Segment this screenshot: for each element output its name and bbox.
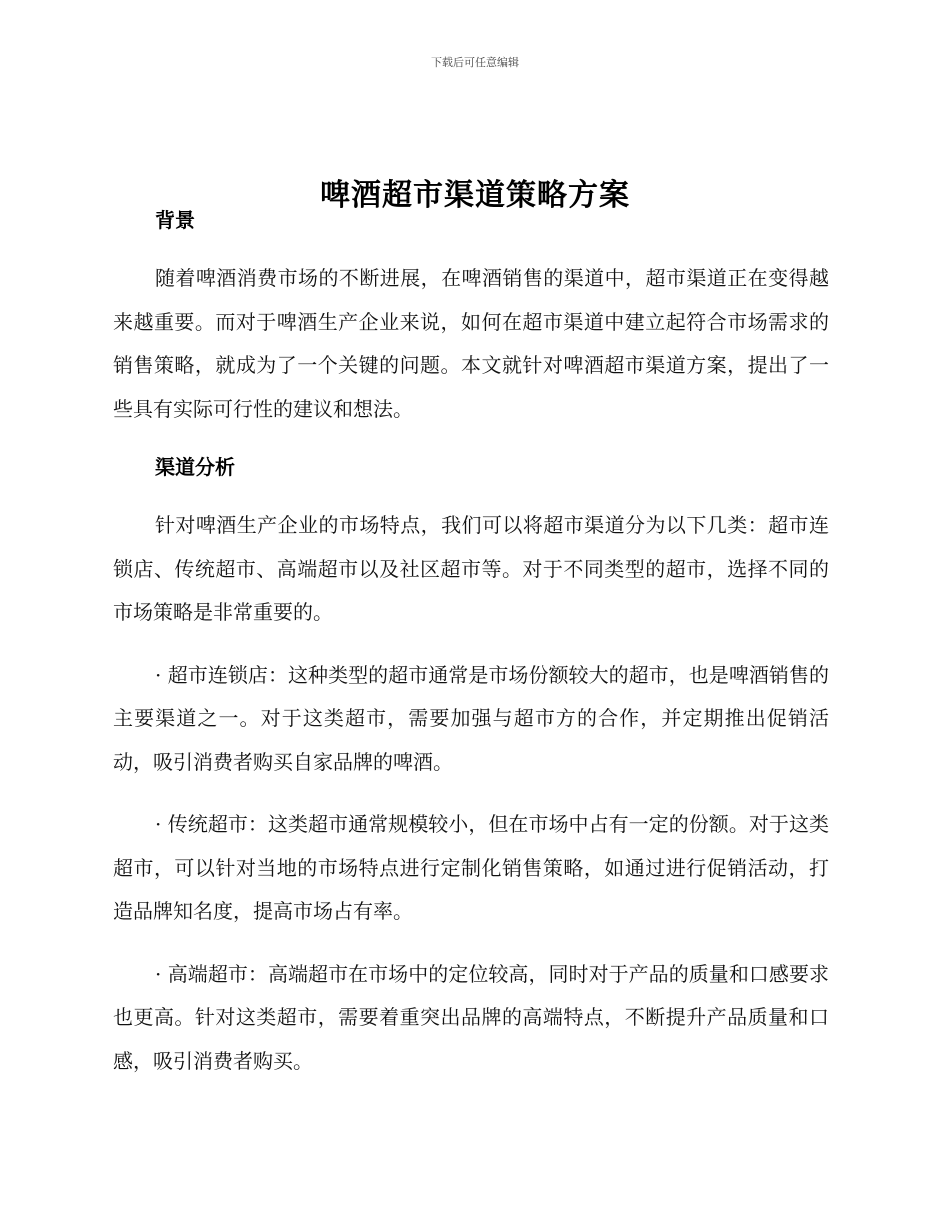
section-heading: 渠道分析 [155, 455, 235, 479]
list-item: · 高端超市：高端超市在市场中的定位较高，同时对于产品的质量和口感要求也更高。针对这类超市，需要着重突出品牌的高端特点，不断提升产品质量和口感，吸引消费者购买。 [113, 961, 829, 1073]
section-heading: 背景 [155, 208, 195, 232]
page-header-note: 下载后可任意编辑 [431, 56, 519, 69]
section-channel-analysis [113, 450, 829, 1083]
paragraph: 针对啤酒生产企业的市场特点，我们可以将超市渠道分为以下几类：超市连锁店、传统超市、高端超市以及社区超市等。对于不同类型的超市，选择不同的市场策略是非常重要的。 [113, 513, 829, 624]
document-title: 啤酒超市渠道策略方案 [320, 178, 630, 214]
list-item: · 超市连锁店：这种类型的超市通常是市场份额较大的超市，也是啤酒销售的主要渠道之一。对于这类超市，需要加强与超市方的合作，并定期推出促销活动，吸引消费者购买自家品牌的啤酒。 [113, 662, 829, 774]
list-item: · 传统超市：这类超市通常规模较小，但在市场中占有一定的份额。对于这类超市，可以针对当地的市场特点进行定制化销售策略，如通过进行促销活动，打造品牌知名度，提高市场占有率。 [113, 812, 829, 923]
section-background [113, 203, 829, 431]
document-body [113, 203, 829, 1102]
paragraph: 随着啤酒消费市场的不断进展，在啤酒销售的渠道中，超市渠道正在变得越来越重要。而对于啤酒生产企业来说，如何在超市渠道中建立起符合市场需求的销售策略，就成为了一个关键的问题。本文就针对啤酒超市渠道方案，提出了一些具有实际可行性的建议和想法。 [113, 266, 829, 421]
